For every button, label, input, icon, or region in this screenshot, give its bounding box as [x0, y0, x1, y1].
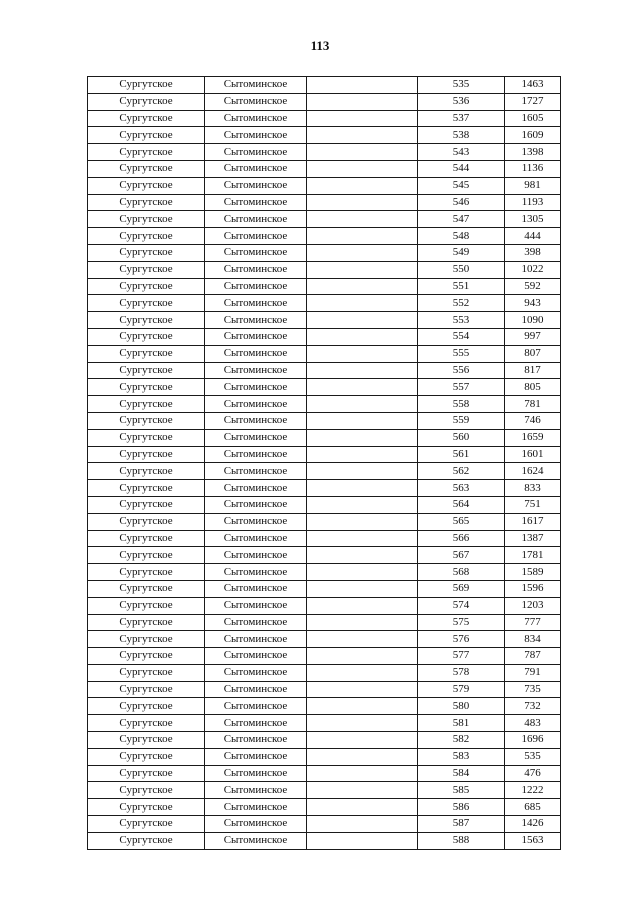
empty-cell [307, 278, 418, 295]
table-row [88, 345, 561, 362]
well-number-cell: 546 [418, 194, 505, 211]
empty-cell [307, 614, 418, 631]
well-number-cell: 563 [418, 480, 505, 497]
area-cell: Сытоминское [205, 597, 307, 614]
field-cell: Сургутское [88, 345, 205, 362]
value-cell: 805 [505, 379, 561, 396]
table-row [88, 648, 561, 665]
value-cell: 1090 [505, 312, 561, 329]
field-cell: Сургутское [88, 379, 205, 396]
field-cell: Сургутское [88, 396, 205, 413]
empty-cell [307, 597, 418, 614]
value-cell: 834 [505, 631, 561, 648]
field-cell: Сургутское [88, 782, 205, 799]
table-row [88, 328, 561, 345]
area-cell: Сытоминское [205, 228, 307, 245]
table-row [88, 614, 561, 631]
well-table [87, 76, 561, 850]
table-row [88, 244, 561, 261]
field-cell: Сургутское [88, 211, 205, 228]
field-cell: Сургутское [88, 698, 205, 715]
area-cell: Сытоминское [205, 496, 307, 513]
field-cell: Сургутское [88, 463, 205, 480]
well-number-cell: 569 [418, 580, 505, 597]
value-cell: 398 [505, 244, 561, 261]
table-row [88, 748, 561, 765]
value-cell: 781 [505, 396, 561, 413]
table-row [88, 144, 561, 161]
empty-cell [307, 211, 418, 228]
field-cell: Сургутское [88, 631, 205, 648]
area-cell: Сытоминское [205, 799, 307, 816]
empty-cell [307, 194, 418, 211]
area-cell: Сытоминское [205, 396, 307, 413]
value-cell: 1596 [505, 580, 561, 597]
field-cell: Сургутское [88, 160, 205, 177]
well-number-cell: 553 [418, 312, 505, 329]
empty-cell [307, 547, 418, 564]
area-cell: Сытоминское [205, 144, 307, 161]
value-cell: 746 [505, 412, 561, 429]
table-row [88, 110, 561, 127]
well-number-cell: 537 [418, 110, 505, 127]
well-number-cell: 551 [418, 278, 505, 295]
well-number-cell: 557 [418, 379, 505, 396]
value-cell: 817 [505, 362, 561, 379]
well-number-cell: 568 [418, 564, 505, 581]
page-number: 113 [310, 38, 330, 53]
empty-cell [307, 698, 418, 715]
area-cell: Сытоминское [205, 244, 307, 261]
field-cell: Сургутское [88, 429, 205, 446]
empty-cell [307, 362, 418, 379]
area-cell: Сытоминское [205, 765, 307, 782]
value-cell: 1659 [505, 429, 561, 446]
field-cell: Сургутское [88, 681, 205, 698]
field-cell: Сургутское [88, 580, 205, 597]
table-row [88, 765, 561, 782]
field-cell: Сургутское [88, 799, 205, 816]
value-cell: 1563 [505, 832, 561, 849]
field-cell: Сургутское [88, 362, 205, 379]
value-cell: 1203 [505, 597, 561, 614]
value-cell: 476 [505, 765, 561, 782]
table-row [88, 698, 561, 715]
empty-cell [307, 446, 418, 463]
area-cell: Сытоминское [205, 77, 307, 94]
empty-cell [307, 412, 418, 429]
value-cell: 1609 [505, 127, 561, 144]
area-cell: Сытоминское [205, 715, 307, 732]
well-number-cell: 585 [418, 782, 505, 799]
value-cell: 787 [505, 648, 561, 665]
value-cell: 1727 [505, 93, 561, 110]
empty-cell [307, 379, 418, 396]
area-cell: Сытоминское [205, 345, 307, 362]
table-row [88, 93, 561, 110]
table-row [88, 446, 561, 463]
empty-cell [307, 312, 418, 329]
field-cell: Сургутское [88, 295, 205, 312]
value-cell: 592 [505, 278, 561, 295]
value-cell: 943 [505, 295, 561, 312]
empty-cell [307, 463, 418, 480]
table-row [88, 278, 561, 295]
field-cell: Сургутское [88, 144, 205, 161]
empty-cell [307, 496, 418, 513]
empty-cell [307, 429, 418, 446]
field-cell: Сургутское [88, 816, 205, 833]
area-cell: Сытоминское [205, 748, 307, 765]
well-number-cell: 536 [418, 93, 505, 110]
empty-cell [307, 396, 418, 413]
table-row [88, 194, 561, 211]
empty-cell [307, 816, 418, 833]
table-row [88, 547, 561, 564]
value-cell: 777 [505, 614, 561, 631]
field-cell: Сургутское [88, 732, 205, 749]
field-cell: Сургутское [88, 765, 205, 782]
table-row [88, 564, 561, 581]
well-number-cell: 538 [418, 127, 505, 144]
area-cell: Сытоминское [205, 732, 307, 749]
well-number-cell: 578 [418, 664, 505, 681]
empty-cell [307, 110, 418, 127]
well-number-cell: 567 [418, 547, 505, 564]
field-cell: Сургутское [88, 127, 205, 144]
well-number-cell: 535 [418, 77, 505, 94]
well-number-cell: 577 [418, 648, 505, 665]
area-cell: Сытоминское [205, 513, 307, 530]
table-row [88, 832, 561, 849]
area-cell: Сытоминское [205, 614, 307, 631]
well-number-cell: 562 [418, 463, 505, 480]
well-number-cell: 547 [418, 211, 505, 228]
empty-cell [307, 177, 418, 194]
empty-cell [307, 631, 418, 648]
empty-cell [307, 261, 418, 278]
value-cell: 1426 [505, 816, 561, 833]
table-row [88, 681, 561, 698]
value-cell: 1193 [505, 194, 561, 211]
value-cell: 1136 [505, 160, 561, 177]
area-cell: Сытоминское [205, 312, 307, 329]
well-number-cell: 558 [418, 396, 505, 413]
table-row [88, 496, 561, 513]
area-cell: Сытоминское [205, 816, 307, 833]
table-row [88, 480, 561, 497]
table-row [88, 396, 561, 413]
value-cell: 1601 [505, 446, 561, 463]
empty-cell [307, 564, 418, 581]
empty-cell [307, 228, 418, 245]
area-cell: Сытоминское [205, 480, 307, 497]
table-row [88, 211, 561, 228]
well-number-cell: 544 [418, 160, 505, 177]
well-number-cell: 586 [418, 799, 505, 816]
field-cell: Сургутское [88, 513, 205, 530]
area-cell: Сытоминское [205, 463, 307, 480]
value-cell: 981 [505, 177, 561, 194]
table-row [88, 177, 561, 194]
table-row [88, 160, 561, 177]
field-cell: Сургутское [88, 93, 205, 110]
area-cell: Сытоминское [205, 295, 307, 312]
value-cell: 1222 [505, 782, 561, 799]
field-cell: Сургутское [88, 228, 205, 245]
empty-cell [307, 93, 418, 110]
table-row [88, 77, 561, 94]
table-row [88, 429, 561, 446]
field-cell: Сургутское [88, 77, 205, 94]
well-number-cell: 560 [418, 429, 505, 446]
table-row [88, 261, 561, 278]
field-cell: Сургутское [88, 496, 205, 513]
empty-cell [307, 480, 418, 497]
area-cell: Сытоминское [205, 379, 307, 396]
area-cell: Сытоминское [205, 547, 307, 564]
well-number-cell: 566 [418, 530, 505, 547]
value-cell: 1387 [505, 530, 561, 547]
well-number-cell: 565 [418, 513, 505, 530]
area-cell: Сытоминское [205, 832, 307, 849]
table-row [88, 816, 561, 833]
table-row [88, 513, 561, 530]
empty-cell [307, 832, 418, 849]
empty-cell [307, 748, 418, 765]
area-cell: Сытоминское [205, 648, 307, 665]
value-cell: 1398 [505, 144, 561, 161]
area-cell: Сытоминское [205, 177, 307, 194]
area-cell: Сытоминское [205, 446, 307, 463]
value-cell: 1696 [505, 732, 561, 749]
area-cell: Сытоминское [205, 698, 307, 715]
field-cell: Сургутское [88, 328, 205, 345]
well-number-cell: 561 [418, 446, 505, 463]
empty-cell [307, 765, 418, 782]
empty-cell [307, 328, 418, 345]
area-cell: Сытоминское [205, 160, 307, 177]
area-cell: Сытоминское [205, 194, 307, 211]
field-cell: Сургутское [88, 110, 205, 127]
value-cell: 483 [505, 715, 561, 732]
well-number-cell: 575 [418, 614, 505, 631]
value-cell: 1605 [505, 110, 561, 127]
table-row [88, 127, 561, 144]
well-number-cell: 556 [418, 362, 505, 379]
empty-cell [307, 160, 418, 177]
area-cell: Сытоминское [205, 127, 307, 144]
area-cell: Сытоминское [205, 211, 307, 228]
empty-cell [307, 648, 418, 665]
area-cell: Сытоминское [205, 261, 307, 278]
empty-cell [307, 345, 418, 362]
table-row [88, 631, 561, 648]
table-row [88, 312, 561, 329]
well-number-cell: 543 [418, 144, 505, 161]
value-cell: 535 [505, 748, 561, 765]
table-row [88, 597, 561, 614]
well-number-cell: 588 [418, 832, 505, 849]
field-cell: Сургутское [88, 748, 205, 765]
field-cell: Сургутское [88, 446, 205, 463]
table-row [88, 463, 561, 480]
empty-cell [307, 782, 418, 799]
empty-cell [307, 715, 418, 732]
area-cell: Сытоминское [205, 681, 307, 698]
field-cell: Сургутское [88, 530, 205, 547]
value-cell: 751 [505, 496, 561, 513]
area-cell: Сытоминское [205, 278, 307, 295]
field-cell: Сургутское [88, 194, 205, 211]
empty-cell [307, 244, 418, 261]
field-cell: Сургутское [88, 261, 205, 278]
table-row [88, 715, 561, 732]
empty-cell [307, 77, 418, 94]
well-number-cell: 583 [418, 748, 505, 765]
area-cell: Сытоминское [205, 631, 307, 648]
table-row [88, 580, 561, 597]
value-cell: 1305 [505, 211, 561, 228]
value-cell: 997 [505, 328, 561, 345]
field-cell: Сургутское [88, 244, 205, 261]
field-cell: Сургутское [88, 664, 205, 681]
field-cell: Сургутское [88, 597, 205, 614]
field-cell: Сургутское [88, 614, 205, 631]
empty-cell [307, 530, 418, 547]
table-row [88, 412, 561, 429]
value-cell: 444 [505, 228, 561, 245]
well-number-cell: 582 [418, 732, 505, 749]
area-cell: Сытоминское [205, 429, 307, 446]
value-cell: 1624 [505, 463, 561, 480]
empty-cell [307, 127, 418, 144]
well-number-cell: 559 [418, 412, 505, 429]
well-number-cell: 552 [418, 295, 505, 312]
field-cell: Сургутское [88, 648, 205, 665]
area-cell: Сытоминское [205, 530, 307, 547]
value-cell: 685 [505, 799, 561, 816]
field-cell: Сургутское [88, 564, 205, 581]
field-cell: Сургутское [88, 480, 205, 497]
value-cell: 833 [505, 480, 561, 497]
well-number-cell: 584 [418, 765, 505, 782]
empty-cell [307, 580, 418, 597]
value-cell: 732 [505, 698, 561, 715]
table-row [88, 530, 561, 547]
area-cell: Сытоминское [205, 328, 307, 345]
well-number-cell: 576 [418, 631, 505, 648]
field-cell: Сургутское [88, 278, 205, 295]
table-row [88, 782, 561, 799]
value-cell: 735 [505, 681, 561, 698]
table-row [88, 732, 561, 749]
well-number-cell: 548 [418, 228, 505, 245]
field-cell: Сургутское [88, 312, 205, 329]
well-number-cell: 555 [418, 345, 505, 362]
table-row [88, 295, 561, 312]
empty-cell [307, 664, 418, 681]
table-row [88, 362, 561, 379]
field-cell: Сургутское [88, 715, 205, 732]
value-cell: 1463 [505, 77, 561, 94]
value-cell: 1617 [505, 513, 561, 530]
area-cell: Сытоминское [205, 93, 307, 110]
well-number-cell: 554 [418, 328, 505, 345]
area-cell: Сытоминское [205, 664, 307, 681]
value-cell: 1589 [505, 564, 561, 581]
value-cell: 1781 [505, 547, 561, 564]
field-cell: Сургутское [88, 177, 205, 194]
well-number-cell: 580 [418, 698, 505, 715]
area-cell: Сытоминское [205, 362, 307, 379]
well-number-cell: 545 [418, 177, 505, 194]
well-number-cell: 574 [418, 597, 505, 614]
value-cell: 807 [505, 345, 561, 362]
empty-cell [307, 681, 418, 698]
table-row [88, 799, 561, 816]
area-cell: Сытоминское [205, 110, 307, 127]
empty-cell [307, 732, 418, 749]
table-row [88, 664, 561, 681]
area-cell: Сытоминское [205, 782, 307, 799]
value-cell: 1022 [505, 261, 561, 278]
field-cell: Сургутское [88, 832, 205, 849]
field-cell: Сургутское [88, 412, 205, 429]
field-cell: Сургутское [88, 547, 205, 564]
area-cell: Сытоминское [205, 580, 307, 597]
empty-cell [307, 513, 418, 530]
well-number-cell: 549 [418, 244, 505, 261]
well-number-cell: 579 [418, 681, 505, 698]
empty-cell [307, 799, 418, 816]
value-cell: 791 [505, 664, 561, 681]
area-cell: Сытоминское [205, 564, 307, 581]
well-number-cell: 581 [418, 715, 505, 732]
table-row [88, 228, 561, 245]
well-table-body [88, 77, 561, 850]
well-number-cell: 587 [418, 816, 505, 833]
well-number-cell: 564 [418, 496, 505, 513]
well-number-cell: 550 [418, 261, 505, 278]
area-cell: Сытоминское [205, 412, 307, 429]
empty-cell [307, 144, 418, 161]
table-row [88, 379, 561, 396]
empty-cell [307, 295, 418, 312]
